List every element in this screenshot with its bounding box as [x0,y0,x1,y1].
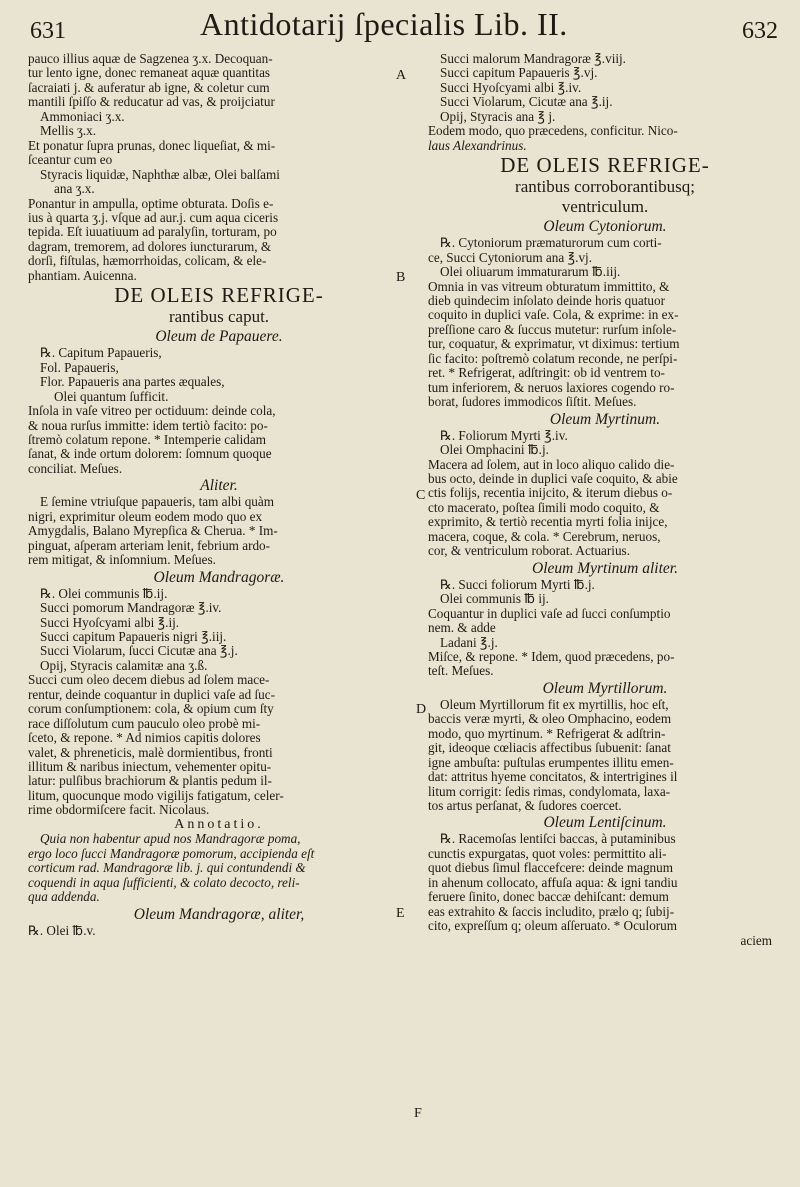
margin-marker-e: E [396,906,405,921]
text-line: cor, & ventriculum roborat. Actuarius. [428,543,630,559]
text-line: phantiam. Auicenna. [28,267,137,283]
text-line: Succi capitum Papaueris nigri ℥.iij. [40,628,227,644]
text-line: ℞. Olei communis ℔.ij. [40,585,168,601]
text-line: Ponantur in ampulla, optime obturata. Doſis e- [28,195,274,211]
text-line: dieb quindecim inſolato deinde horis quatuor [428,292,665,308]
left-column [28,52,410,938]
recipe-body [28,346,410,476]
text-line: rentur, deinde coquantur in duplici vaſe ad ſuc- [28,686,276,702]
text-line: cito, expreſſum q; oleum aſſeruato. * Oculorum [428,918,678,934]
text-line: Succi pomorum Mandragoræ ℥.iv. [40,600,222,616]
text-line: Et ponatur ſupra prunas, donec liqueſiat, & mi- [28,137,276,153]
text-line: litum corrigit: ſedis rimas, condylomata, laxa- [428,783,671,799]
text-line: Succi cum oleo decem diebus ad ſolem mace- [28,672,270,688]
text-line: Fol. Papaueris, [40,359,119,375]
text-line: ce, Succi Cytoniorum ana ℥.vj. [428,249,593,265]
recipe-body [428,832,782,948]
recipe-title: Oleum Lentiſcinum. [543,814,667,832]
text-line: dagram, tremorem, ad dolores iuncturarum, & [28,238,272,254]
text-line: ergo loco ſucci Mandragoræ pomorum, accipienda eſt [28,845,315,861]
text-line: ret. * Refrigerat, adſtringit: ob id ventrem to- [428,365,665,381]
recipe-body [428,578,782,679]
section-title: DE OLEIS REFRIGE- [500,153,710,178]
text-line: Olei oliuarum immaturarum ℔.iij. [440,264,621,280]
text-line: conciliat. Meſues. [28,460,123,476]
text-line: baccis veræ myrti, & oleo Omphacino, eodem [428,711,672,727]
text-line: igne ambuſta: puſtulas erumpentes illitu emen- [428,754,674,770]
text-line: ius à quarta ʒ.j. vſque ad aur.j. cum aqua ciceris [28,209,279,225]
text-line: E ſemine vtriuſque papaueris, tam albi quàm [40,494,275,510]
text-line: ſacraiati j. & auferatur ab igne, & coletur cum [28,79,270,95]
text-line: mantili ſpiſſo & reducatur ad vas, & proijciatur [28,94,275,110]
text-line: Succi capitum Papaueris ℥.vj. [440,65,598,81]
text-line: coquendi in aqua ſufficienti, & colato decocto, reli- [28,874,300,890]
recipe-body [428,236,782,409]
recipe-title: Oleum Myrtinum aliter. [532,559,678,577]
text-line: Quia non habentur apud nos Mandragoræ poma, [40,831,301,847]
text-line: ℞. Capitum Papaueris, [40,345,162,361]
text-line: Succi Violarum, Cicutæ ana ℥.ij. [440,94,613,110]
annotatio-body [28,832,410,904]
text-line: borat, ſudores immodicos ſiſtit. Meſues. [428,394,637,410]
right-column [428,52,782,948]
section-subtitle: rantibus caput. [168,307,270,327]
recipe-title: Oleum Cytoniorum. [543,218,667,236]
text-line: ſceantur cum eo [28,152,113,168]
text-line: git, ideoque cœliacis affectibus ſubuenit: ſanat [428,740,671,756]
recipe-title: Aliter. [200,477,238,495]
margin-marker-f: F [414,1106,422,1121]
text-line: teſt. Meſues. [428,663,494,679]
text-line: race diſſolutum cum pauculo oleo probè mi- [28,715,261,731]
text-line: rem mitigat, & inſomnium. Meſues. [28,552,216,568]
recipe-title: Oleum Myrtinum. [549,410,661,428]
left-intro [28,52,410,283]
running-title: Antidotarij ſpecialis Lib. II. [200,6,568,42]
text-line: litum, quocunque modo vigilijs fatigatum, celer- [28,787,284,803]
recipe-body [28,587,410,818]
section-title: DE OLEIS REFRIGE- [114,283,324,308]
text-line: ſtremò colatum repone. * Intemperie calidam [28,431,267,447]
recipe-title: Oleum Myrtillorum. [542,679,668,697]
text-line: cunctis expurgatas, quot voles: permittito ali- [428,845,667,861]
text-line: latur: pulſibus brachiorum & plantis pedum il- [28,773,272,789]
text-line: nigri, exprimitur oleum eodem modo quo ex [28,508,263,524]
text-line: eas extrahito & ſaccis includito, prælo q; ſubij- [428,903,675,919]
text-line: Olei communis ℔ ij. [440,591,549,607]
text-line: ana ʒ.x. [54,181,95,197]
text-line: Succi Violarum, ſucci Cicutæ ana ℥.j. [40,643,238,659]
recipe-title: Oleum Mandragoræ. [153,568,285,586]
margin-marker-c: C [416,488,426,503]
text-line: Succi Hyoſcyami albi ℥.ij. [40,614,180,630]
text-line: ℞. Cytoniorum præmaturorum cum corti- [440,235,662,251]
text-line: qua addenda. [28,889,100,905]
text-line: ℞. Racemoſas lentiſci baccas, à putaminibus [440,831,676,847]
page-header [0,0,800,58]
text-line: valet, & phreneticis, malè dormientibus, fronti [28,744,273,760]
text-line: coquito in duplici vaſe. Cola, & exprime: in ex- [428,307,679,323]
text-line: preſſione caro & ſuccus mutetur: rurſum inſole- [428,321,677,337]
text-line: feruere ſinito, donec baccæ dehiſcant: demum [428,889,669,905]
text-line: ſceto, & repone. * Ad nimios capitis dolores [28,730,261,746]
text-line: ℞. Olei ℔.v. [28,922,96,938]
text-line: Succi malorum Mandragoræ ℥.viij. [440,51,626,66]
text-line: Opij, Styracis ana ℥ j. [440,108,556,124]
text-line: Styracis liquidæ, Naphthæ albæ, Olei balſami [40,166,280,182]
recipe-body [428,429,782,559]
text-line: tur lento igne, donec remaneat aquæ quantitas [28,65,271,81]
text-line: exprimito, & tertiò recentia myrti folia inijce, [428,514,668,530]
text-line: tos artus perſanat, & ſudores coercet. [428,798,622,814]
text-line: ſic facito: poſtremò colatum reconde, ne perſpi- [428,350,678,366]
right-intro [428,52,782,153]
text-line: ctis folijs, recentia inijcito, & iterum diebus o- [428,485,673,501]
text-line: bus octo, deinde in duplici vaſe coquito, & abie [428,470,678,486]
section-subtitle: rantibus corroborantibusq; [515,177,695,197]
text-line: dorſi, fiſtulas, hæmorrhoidas, colicam, & ele- [28,253,267,269]
text-line: ſanat, & inde ortum dolorem: ſomnum quoque [28,446,272,462]
text-line: Miſce, & repone. * Idem, quod præcedens, po- [428,648,675,664]
text-line: pauco illius aquæ de Sagzenea ʒ.x. Decoquan- [28,51,273,66]
text-line: quot diebus ſimul flaccefcere: deinde magnum [428,860,673,876]
text-line: ℞. Foliorum Myrti ℥.iv. [440,427,568,443]
recipe-body [28,495,410,567]
text-line: Omnia in vas vitreum obturatum immittito, & [428,278,670,294]
left-page-number: 631 [30,18,66,44]
text-line: corum conſumptionem: cola, & opium cum ſty [28,701,274,717]
text-line: Amygdalis, Balano Myrepſica & Cherua. * Im- [28,523,278,539]
text-line: illitum & naribus iniectum, vehementer opitu- [28,759,272,775]
text-line: cto macerato, poſtea ſimili modo coquito, & [428,499,660,515]
annotatio-heading: Annotatio. [174,816,264,832]
recipe-body [28,924,410,938]
text-line: tepida. Eſt iuuatiuum ad paralyſin, torturam, po [28,224,277,240]
text-line: Olei quantum ſufficit. [54,388,169,404]
text-line: pinguat, aſperam arteriam lenit, febrium ardo- [28,537,271,553]
text-line: Ladani ℥.j. [440,634,498,650]
margin-marker-b: B [396,270,406,285]
text-line: ℞. Succi foliorum Myrti ℔.j. [440,576,595,592]
text-line: Succi Hyoſcyami albi ℥.iv. [440,79,582,95]
section-subtitle: ventriculum. [561,197,649,217]
text-line: macera, coque, & cola. * Cerebrum, neruos, [428,528,661,544]
text-line: Coquantur in duplici vaſe ad ſucci conſumptio [428,605,671,621]
text-line: dat: attritus hyeme concitatos, & intertrigines il [428,769,678,785]
text-line: laus Alexandrinus. [428,137,527,153]
text-line: tum inferiorem, & neruos laxiores cogendo ro- [428,379,675,395]
text-line: Oleum Myrtillorum fit ex myrtillis, hoc eſt, [440,696,669,712]
margin-marker-a: A [396,68,407,83]
recipe-body [428,698,782,814]
text-line: Olei Omphacini ℔.j. [440,442,549,458]
recipe-title: Oleum de Papauere. [155,328,283,346]
text-line: Flor. Papaueris ana partes æquales, [40,374,225,390]
right-page-number: 632 [742,18,778,44]
text-line: Mellis ʒ.x. [40,123,97,139]
recipe-title: Oleum Mandragoræ, aliter, [133,905,305,923]
text-line: Macera ad ſolem, aut in loco aliquo calido die- [428,456,675,472]
text-line: nem. & adde [428,620,496,636]
text-line: & noua rurſus immitte: idem tertiò facito: po- [28,417,268,433]
text-line: Ammoniaci ʒ.x. [40,108,125,124]
text-line: Inſola in vaſe vitreo per octiduum: deinde cola, [28,403,276,419]
text-line: corticum rad. Mandragoræ lib. j. qui contundendi & [28,860,306,876]
text-line: Opij, Styracis calamitæ ana ʒ.ß. [40,657,208,673]
text-line: modo, quo myrtinum. * Refrigerat & adſtrin- [428,725,666,741]
margin-marker-d: D [416,702,427,717]
text-line: rime obdormiſcere facit. Nicolaus. [28,802,210,818]
catchword: aciem [740,932,772,948]
text-line: Eodem modo, quo præcedens, conficitur. Nico- [428,123,678,139]
text-line: in ahenum collocato, affuſa aqua: & igni tandiu [428,874,678,890]
text-line: tur, coquatur, & exprimatur, vt diximus: tertium [428,336,680,352]
